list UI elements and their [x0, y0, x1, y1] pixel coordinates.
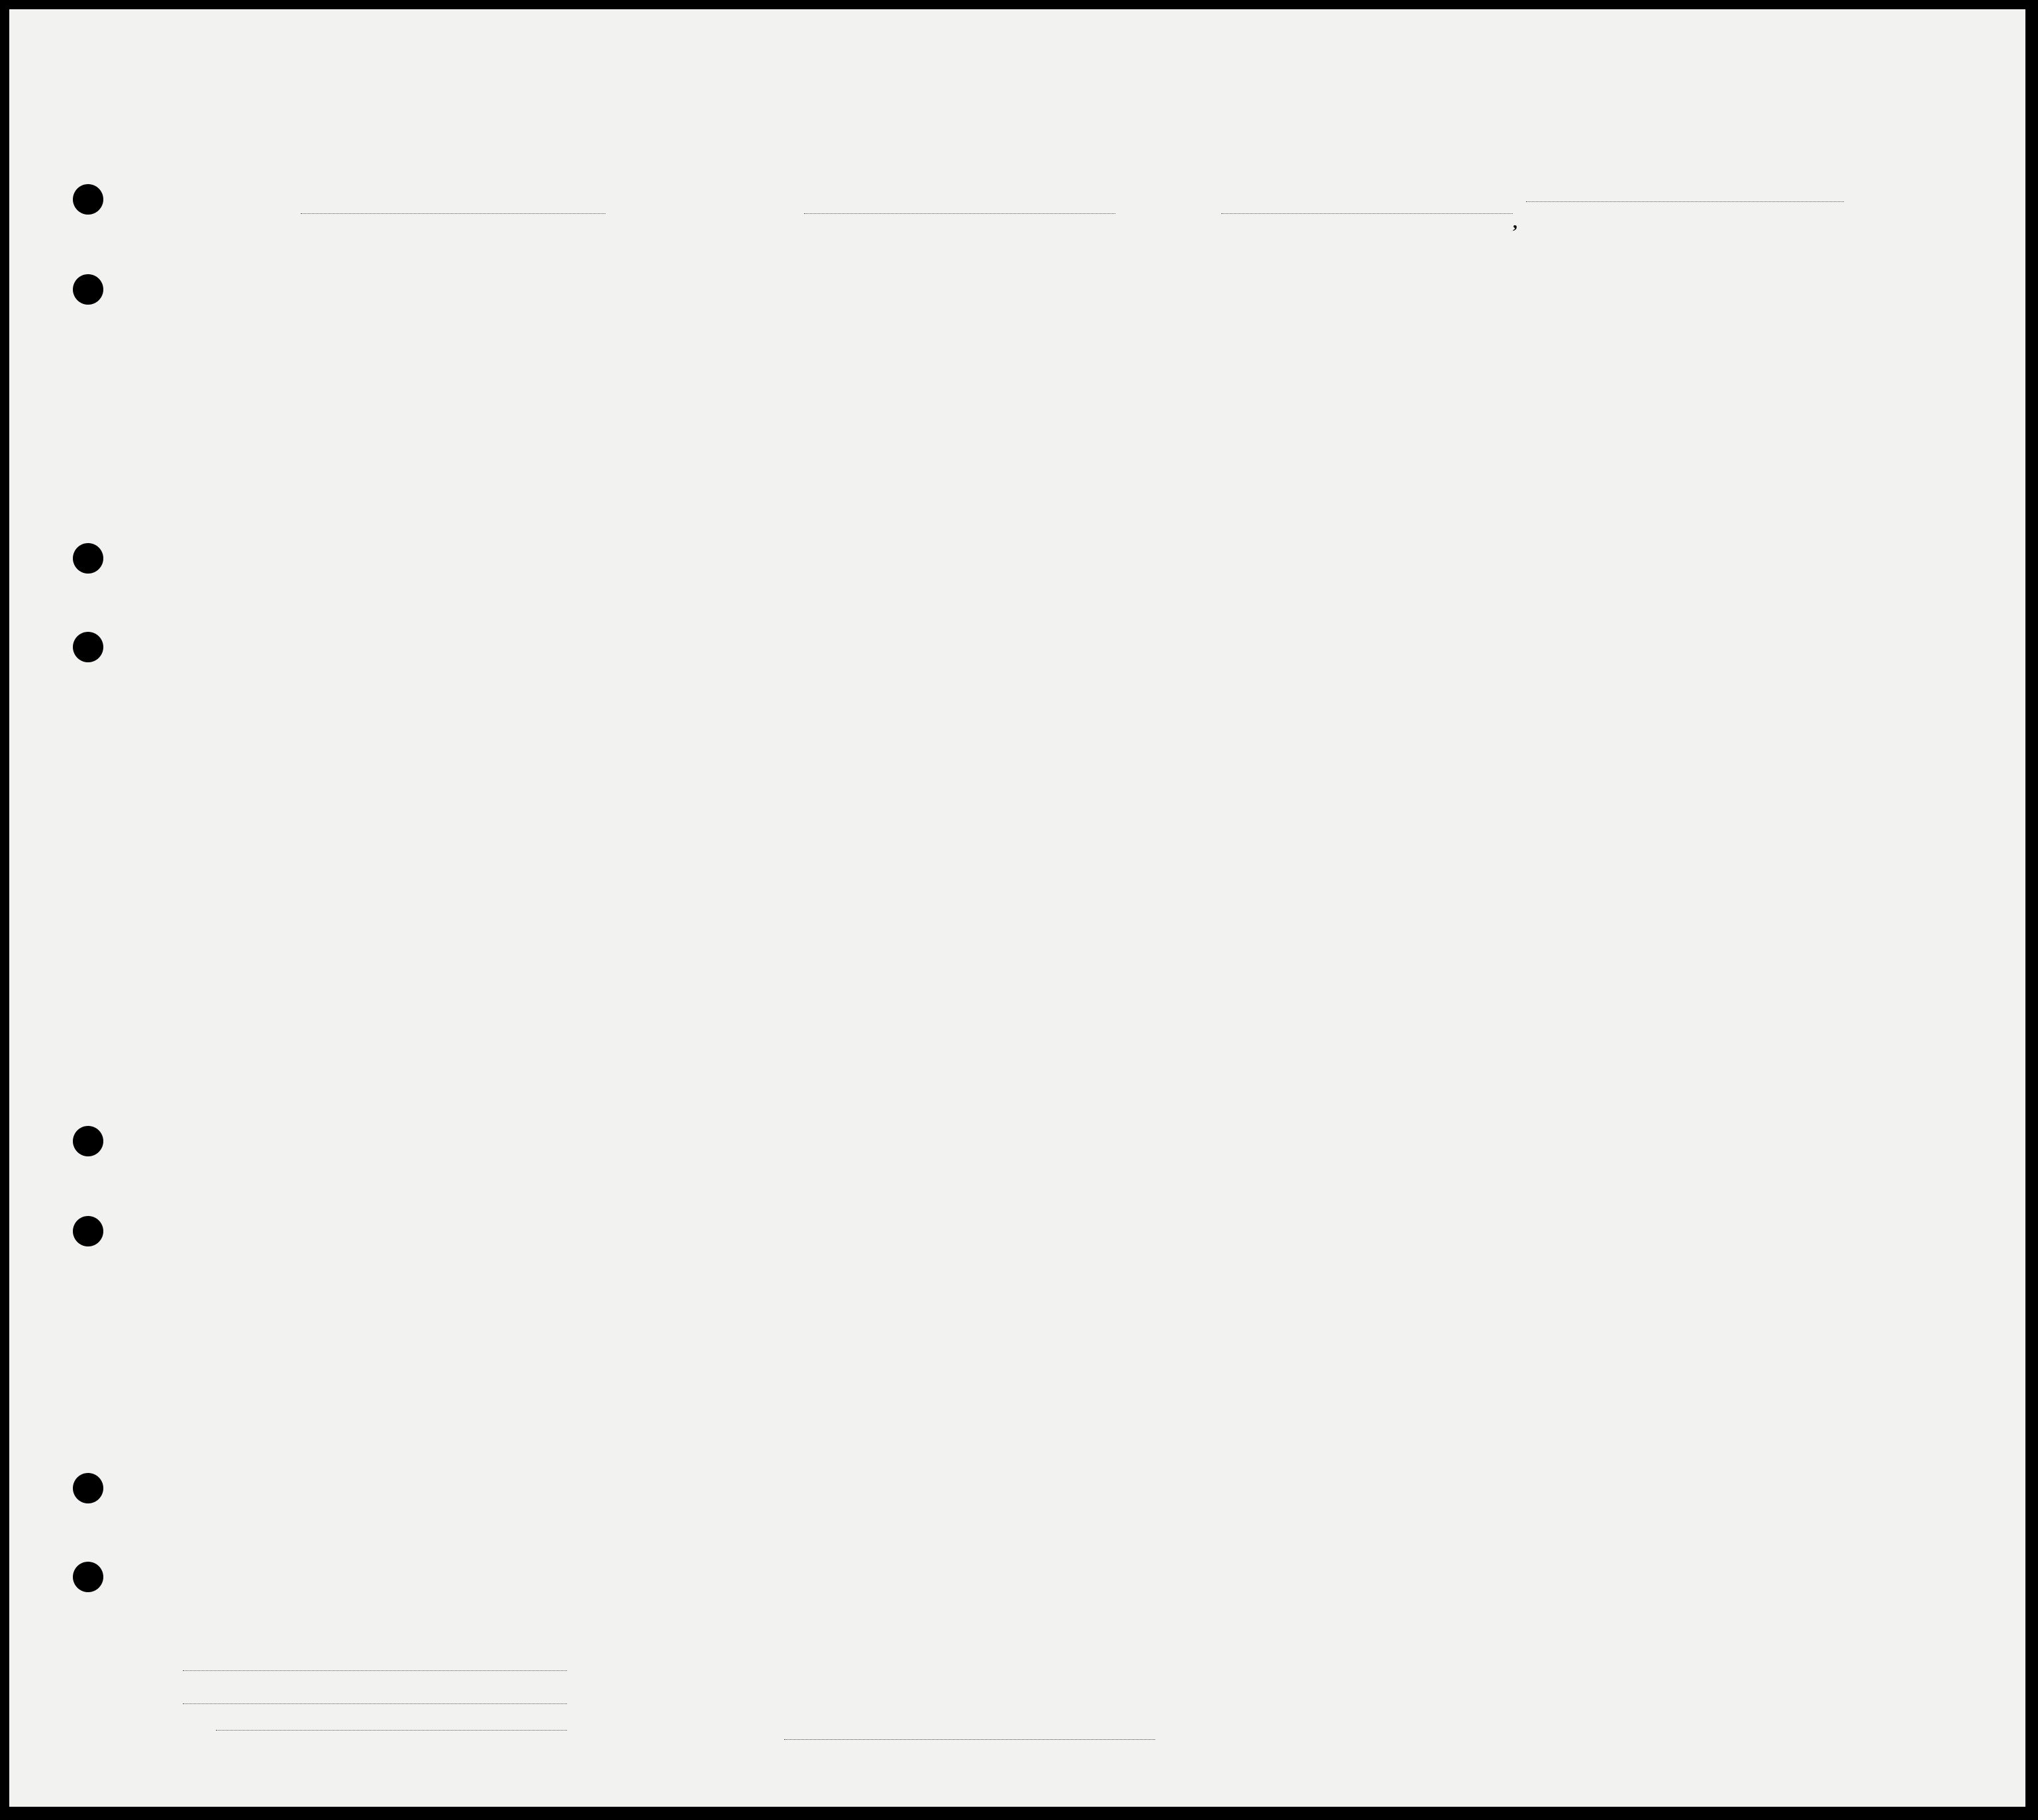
- owners-value: [183, 1703, 567, 1704]
- table-grid: [9, 9, 2025, 1807]
- signature-line: [784, 1739, 1155, 1740]
- comma-separator: ,: [1513, 212, 1517, 232]
- agents-value: [216, 1730, 567, 1731]
- line-value: [183, 1670, 567, 1671]
- manifest-sheet: [9, 9, 2025, 1807]
